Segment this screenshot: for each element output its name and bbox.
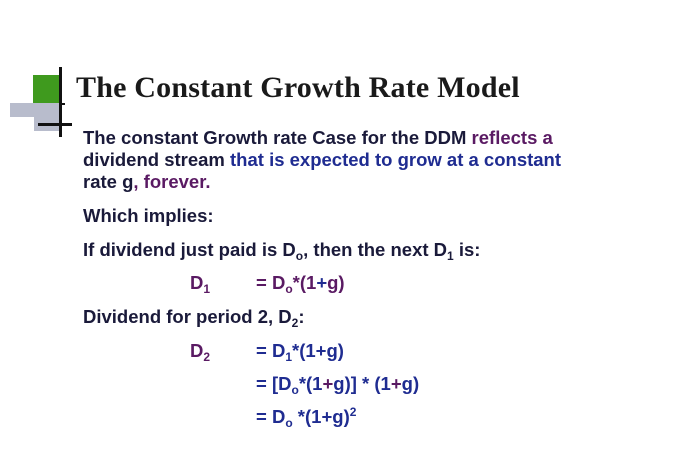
d2-eq2-subscript: o	[291, 383, 299, 397]
d2-letter: D	[190, 340, 204, 361]
which-implies: Which implies:	[83, 205, 214, 226]
d2-equation-1	[256, 340, 344, 362]
d2-eq3-superscript: 2	[349, 405, 357, 419]
d2-label	[190, 340, 210, 362]
intro-line-2-emphasis: that is expected to grow at a constant	[230, 149, 562, 170]
if-line-mid: , then the next D	[303, 239, 448, 260]
grey-square-large	[34, 103, 60, 131]
d2-eq3-plus: +	[321, 406, 333, 427]
d1-eq-start: = D	[256, 272, 286, 293]
d2-eq2-d: g)	[401, 373, 420, 394]
d2-eq1-start: = D	[256, 340, 286, 361]
green-square	[33, 75, 60, 103]
d2-eq1-plus: +	[315, 340, 327, 361]
d2-eq1-subscript: 1	[285, 350, 292, 364]
subscript-1: 1	[447, 249, 454, 263]
grey-square-small	[10, 103, 34, 117]
vertical-rule	[59, 67, 62, 137]
intro-line-2-text: dividend stream	[83, 149, 231, 170]
d1-label	[190, 272, 210, 294]
d2-subscript: 2	[203, 350, 211, 364]
d1-equation	[256, 272, 345, 294]
intro-line-2	[83, 149, 561, 171]
d2-eq3-b: *(1	[292, 406, 322, 427]
d1-eq-subscript: o	[285, 282, 293, 296]
d2-eq3-a: = D	[256, 406, 286, 427]
intro-line-3-emphasis: , forever.	[133, 171, 211, 192]
period-2-subscript: 2	[291, 316, 299, 330]
d2-eq2-b: *(1	[298, 373, 323, 394]
period-2-pre: Dividend for period 2, D	[83, 306, 292, 327]
d2-eq2-c: g)] * (1	[333, 373, 391, 394]
title-underline	[60, 103, 65, 105]
horizontal-rule	[38, 123, 72, 126]
intro-line-1-emphasis: reflects a	[471, 127, 553, 148]
d1-eq-plus: +	[316, 272, 328, 293]
d2-eq2-plus-2: +	[390, 373, 402, 394]
d2-eq3-subscript: o	[285, 416, 293, 430]
subscript-o: o	[295, 249, 304, 263]
d2-eq1-end: g)	[326, 340, 344, 361]
d1-letter: D	[190, 272, 204, 293]
intro-line-3	[83, 171, 211, 193]
d2-eq2-plus-1: +	[322, 373, 334, 394]
d2-eq2-a: = [D	[256, 373, 292, 394]
d1-eq-end: g)	[327, 272, 345, 293]
if-line-post: is:	[453, 239, 481, 260]
if-line-pre: If dividend just paid is D	[83, 239, 296, 260]
d2-equation-3	[256, 406, 356, 428]
intro-line-1	[83, 127, 553, 149]
if-dividend-line	[83, 239, 480, 261]
intro-line-3-text: rate g	[83, 171, 134, 192]
d2-eq1-mid: *(1	[292, 340, 316, 361]
period-2-line	[83, 306, 305, 328]
d2-eq3-c: g)	[332, 406, 350, 427]
slide-title: The Constant Growth Rate Model	[76, 71, 520, 104]
d1-subscript: 1	[203, 282, 211, 296]
d1-eq-mid: *(1	[292, 272, 317, 293]
period-2-post: :	[298, 306, 305, 327]
d2-equation-2	[256, 373, 419, 395]
intro-line-1-text: The constant Growth rate Case for the DDM	[83, 127, 472, 148]
